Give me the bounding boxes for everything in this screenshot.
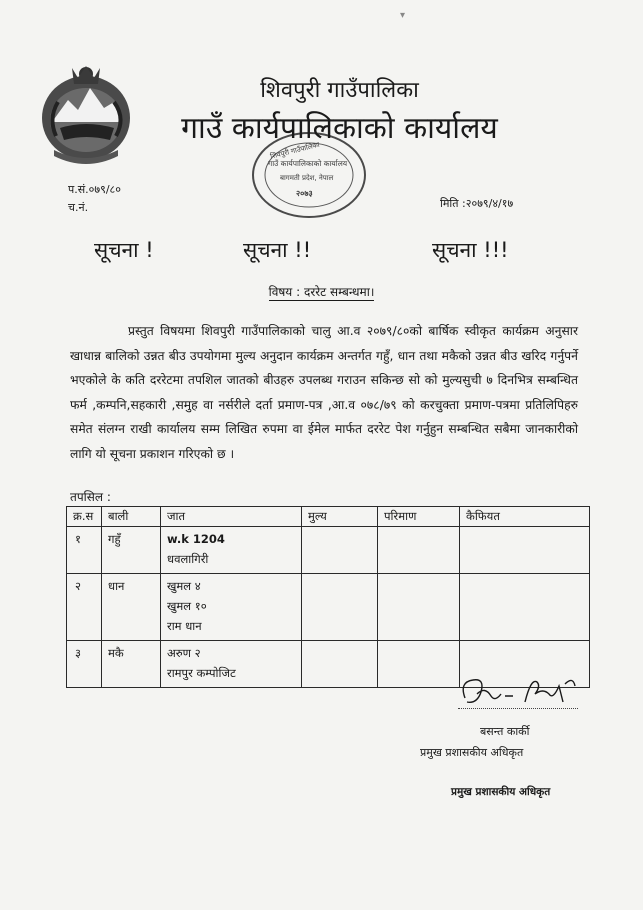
date: मिति :२०७९/४/१७ <box>440 197 514 210</box>
cell-crop: गहुँ <box>102 527 161 574</box>
cell-price <box>302 527 378 574</box>
cell-quantity <box>378 527 460 574</box>
variety-line: अरुण २ <box>167 646 201 660</box>
table-header-row <box>67 507 590 527</box>
col-header-sn: क्र.स <box>67 507 102 527</box>
letter-number: प.सं.०७९/८० <box>68 183 121 196</box>
cell-remarks <box>460 574 590 641</box>
table-row <box>67 574 590 641</box>
col-header-variety: जात <box>161 507 302 527</box>
title-stamp: प्रमुख प्रशासकीय अधिकृत <box>451 786 551 798</box>
variety-line: w.k 1204 <box>167 532 225 546</box>
cell-remarks <box>460 527 590 574</box>
svg-text:२०७३: २०७३ <box>296 189 313 198</box>
variety-line: धवलागिरी <box>167 552 209 566</box>
handwritten-signature <box>455 672 583 712</box>
variety-line: खुमल १० <box>167 599 207 613</box>
office-title: गाउँ कार्यपालिकाको कार्यालय <box>181 111 498 146</box>
cell-price <box>302 574 378 641</box>
signature-line <box>458 708 578 709</box>
variety-line: राम धान <box>167 619 202 633</box>
office-name: शिवपुरी गाउँपालिका <box>260 78 419 103</box>
cell-variety <box>161 641 302 688</box>
col-header-crop: बाली <box>102 507 161 527</box>
variety-line: खुमल ४ <box>167 579 201 593</box>
corner-mark: ▾ <box>400 10 406 21</box>
cell-sn: १ <box>67 527 102 574</box>
col-header-price: मुल्य <box>302 507 378 527</box>
notice-heading-3: सूचना !!! <box>432 238 509 262</box>
seed-table <box>66 506 590 688</box>
svg-text:शिवपुरी गाउँपालिका: शिवपुरी गाउँपालिका <box>269 140 321 161</box>
notice-heading-1: सूचना ! <box>94 238 154 262</box>
signer-name: बसन्त कार्की <box>480 725 530 738</box>
cell-crop: धान <box>102 574 161 641</box>
table-label: तपसिल : <box>70 490 111 504</box>
col-header-quantity: परिमाण <box>378 507 460 527</box>
cell-crop: मकै <box>102 641 161 688</box>
notice-heading-2: सूचना !! <box>243 238 312 262</box>
cell-price <box>302 641 378 688</box>
variety-line: रामपुर कम्पोजिट <box>167 666 236 680</box>
svg-text:गाउँ कार्यपालिकाको कार्यालय: गाउँ कार्यपालिकाको कार्यालय <box>268 159 348 168</box>
cell-sn: ३ <box>67 641 102 688</box>
cell-variety <box>161 574 302 641</box>
svg-text:बागमती प्रदेश, नेपाल: बागमती प्रदेश, नेपाल <box>280 174 334 182</box>
cell-quantity <box>378 574 460 641</box>
dispatch-number: च.नं. <box>68 201 89 214</box>
col-header-remarks: कैफियत <box>460 507 590 527</box>
table-row <box>67 527 590 574</box>
cell-sn: २ <box>67 574 102 641</box>
reference-block <box>68 181 121 217</box>
signer-title: प्रमुख प्रशासकीय अधिकृत <box>420 746 524 759</box>
cell-quantity <box>378 641 460 688</box>
subject-text: विषय : दररेट सम्बन्धमा। <box>268 285 375 299</box>
cell-variety <box>161 527 302 574</box>
subject-line <box>0 283 643 300</box>
notice-body: प्रस्तुत विषयमा शिवपुरी गाउँपालिकाको चालु आ.व २०७९/८०को बार्षिक स्वीकृत कार्यक्रम अनुसार खाधान्न बालिको उन्नत बीउ उपयोगमा मुल्य अनुदान कार्यक्रम अन्तर्गत गहुँ, धान तथा मकैको उन्नत बीउ खरिद गर्नुपर्ने भएकोले के कति दररेटमा तपशिल जातको बीउहरु उपलब्ध गराउन सकिन्छ सो को मुल्यसुची ७ दिनभित्र सम्बन्धित फर्म ,कम्पनि,सहकारी ,समुह वा नर्सरीले दर्ता प्रमाण-पत्र ,आ.व ०७८/७९ को करचुक्ता प्रमाण-पत्रमा प्रतिलिपिहरु समेत संलग्न राखी कार्यालय सम्म लिखित रुपमा वा ईमेल मार्फत दररेट पेश गर्नुहुन सम्बन्धित सबैमा जानकारीको लागि यो सूचना प्रकाशन गरिएको छ । <box>70 324 578 461</box>
